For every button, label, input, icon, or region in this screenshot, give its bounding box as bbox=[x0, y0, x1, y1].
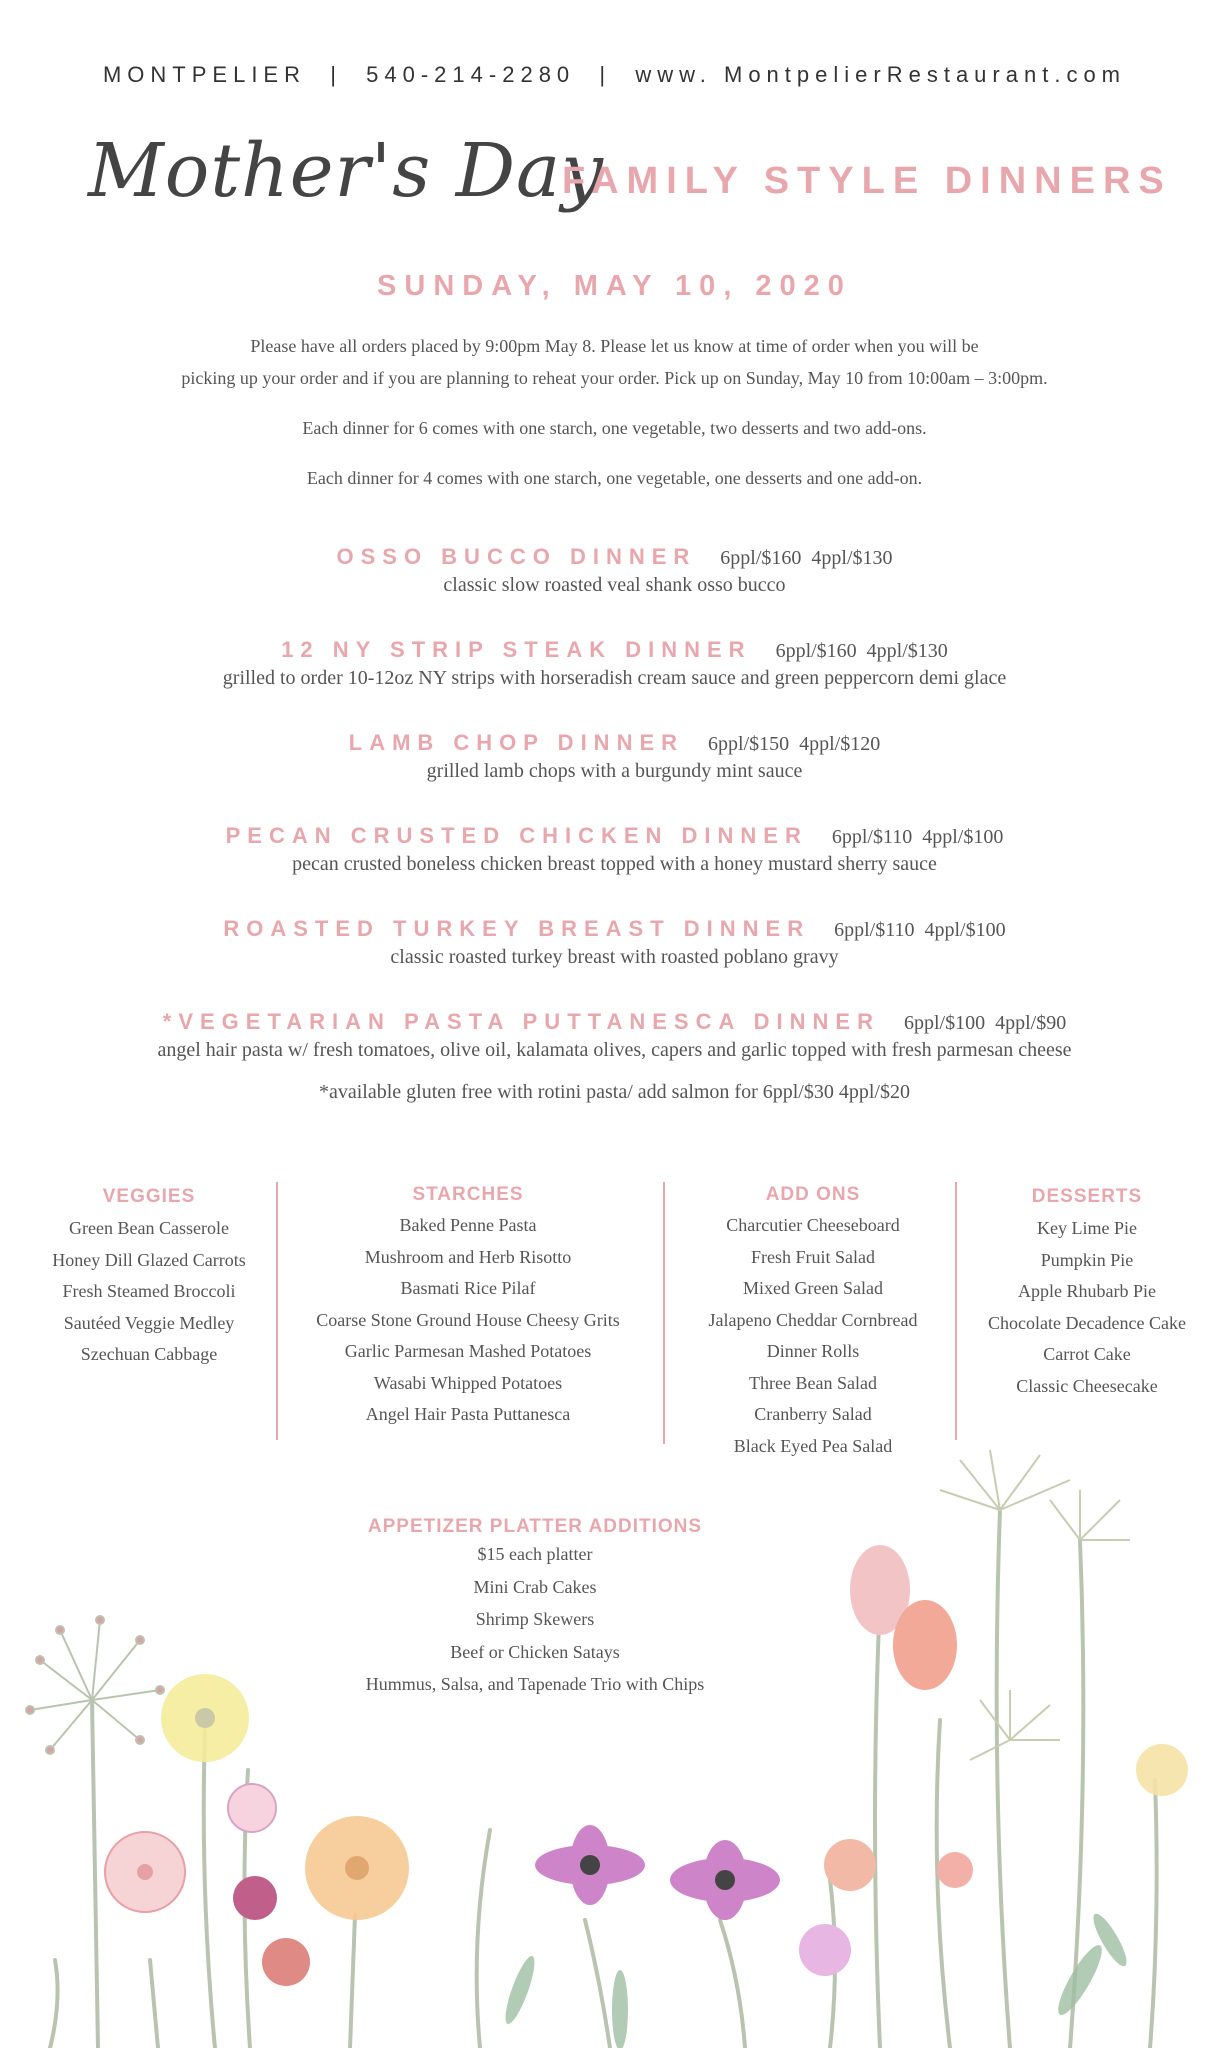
list-item: Pumpkin Pie bbox=[1040, 1249, 1134, 1270]
starches-title: STARCHES bbox=[412, 1184, 524, 1205]
dinner-title: 12 NY STRIP STEAK DINNER bbox=[281, 637, 752, 662]
list-item: Fresh Fruit Salad bbox=[751, 1246, 875, 1267]
dinner-description: pecan crusted boneless chicken breast topped with a honey mustard sherry sauce bbox=[292, 853, 937, 875]
dinner-item bbox=[0, 637, 1229, 663]
appetizer-title: APPETIZER PLATTER ADDITIONS bbox=[367, 1516, 703, 1537]
addons-title: ADD ONS bbox=[765, 1184, 861, 1205]
dinner-item bbox=[0, 916, 1229, 942]
column-divider bbox=[663, 1182, 665, 1444]
list-item: Chocolate Decadence Cake bbox=[988, 1312, 1186, 1333]
list-item: Fresh Steamed Broccoli bbox=[62, 1281, 236, 1301]
dinner-item bbox=[0, 823, 1229, 849]
dinner-price: 6ppl/$110 4ppl/$100 bbox=[834, 919, 1006, 941]
list-item: Beef or Chicken Satays bbox=[450, 1641, 620, 1662]
list-item: Apple Rhubarb Pie bbox=[1018, 1281, 1156, 1301]
dinner-price: 6ppl/$100 4ppl/$90 bbox=[903, 1012, 1067, 1034]
desserts-title: DESSERTS bbox=[1031, 1186, 1143, 1207]
mothers-day-script-title: Mother's Day bbox=[88, 128, 604, 214]
dinner-price: 6ppl/$160 4ppl/$130 bbox=[775, 640, 948, 662]
column-divider bbox=[276, 1182, 278, 1440]
dinner-description: angel hair pasta w/ fresh tomatoes, olive oil, kalamata olives, capers and garlic topped with fresh parmesan cheese bbox=[157, 1039, 1072, 1061]
list-item: Cranberry Salad bbox=[754, 1404, 872, 1424]
dinner-title: PECAN CRUSTED CHICKEN DINNER bbox=[225, 823, 808, 848]
list-item: Shrimp Skewers bbox=[475, 1609, 595, 1629]
dinner-item bbox=[0, 730, 1229, 756]
dinner-title: LAMB CHOP DINNER bbox=[348, 730, 685, 755]
list-item: Szechuan Cabbage bbox=[80, 1344, 218, 1364]
intro-text-line-1: Please have all orders placed by 9:00pm May 8. Please let us know at time of order when you will be bbox=[250, 336, 979, 356]
dinner-description: classic roasted turkey breast with roasted poblano gravy bbox=[390, 946, 839, 968]
appetizer-list bbox=[0, 1538, 1070, 1701]
dinner-description: grilled to order 10-12oz NY strips with horseradish cream sauce and green peppercorn demi glace bbox=[222, 667, 1007, 689]
veggies-list bbox=[10, 1213, 288, 1371]
list-item: Black Eyed Pea Salad bbox=[733, 1435, 893, 1456]
list-item: Carrot Cake bbox=[1043, 1344, 1131, 1364]
addons-list bbox=[668, 1210, 958, 1462]
dinner-item bbox=[0, 544, 1229, 570]
list-item: $15 each platter bbox=[477, 1544, 593, 1564]
list-item: Mixed Green Salad bbox=[743, 1278, 883, 1298]
list-item: Jalapeno Cheddar Cornbread bbox=[708, 1309, 918, 1330]
list-item: Coarse Stone Ground House Cheesy Grits bbox=[316, 1309, 620, 1330]
veggies-title: VEGGIES bbox=[102, 1186, 196, 1207]
list-item: Sautéed Veggie Medley bbox=[63, 1312, 235, 1333]
dinner-title: ROASTED TURKEY BREAST DINNER bbox=[223, 916, 811, 941]
dinner-item bbox=[0, 1009, 1229, 1035]
dinner-price: 6ppl/$160 4ppl/$130 bbox=[720, 547, 893, 569]
list-item: Classic Cheesecake bbox=[1016, 1375, 1158, 1396]
list-item: Angel Hair Pasta Puttanesca bbox=[365, 1404, 571, 1424]
list-item: Honey Dill Glazed Carrots bbox=[52, 1249, 246, 1270]
dinner-price: 6ppl/$150 4ppl/$120 bbox=[708, 733, 881, 755]
intro-text-line-4: Each dinner for 4 comes with one starch, one vegetable, one desserts and one add-on. bbox=[306, 468, 923, 488]
dinner-price: 6ppl/$110 4ppl/$100 bbox=[831, 826, 1004, 848]
dinner-description: classic slow roasted veal shank osso bucco bbox=[443, 574, 786, 596]
header-contact-line: MONTPELIER | 540-214-2280 | www. MontpelierRestaurant.com bbox=[102, 62, 1127, 87]
family-style-title: FAMILY STYLE DINNERS bbox=[562, 160, 1172, 202]
intro-text-line-2: picking up your order and if you are planning to reheat your order. Pick up on Sunday, May 10 from 10:00am – 3:00pm. bbox=[181, 368, 1048, 388]
dinner-title: OSSO BUCCO DINNER bbox=[336, 544, 697, 569]
list-item: Garlic Parmesan Mashed Potatoes bbox=[344, 1341, 592, 1361]
desserts-list bbox=[962, 1213, 1212, 1402]
list-item: Wasabi Whipped Potatoes bbox=[373, 1372, 563, 1393]
event-date: SUNDAY, MAY 10, 2020 bbox=[377, 270, 852, 302]
dinner-description: grilled lamb chops with a burgundy mint sauce bbox=[426, 760, 803, 782]
gluten-free-note: *available gluten free with rotini pasta/ add salmon for 6ppl/$30 4ppl/$20 bbox=[319, 1081, 910, 1103]
list-item: Green Bean Casserole bbox=[69, 1218, 229, 1238]
list-item: Charcutier Cheeseboard bbox=[726, 1215, 900, 1235]
list-item: Dinner Rolls bbox=[766, 1341, 860, 1361]
starches-list bbox=[282, 1210, 654, 1431]
list-item: Mushroom and Herb Risotto bbox=[364, 1246, 572, 1267]
list-item: Baked Penne Pasta bbox=[399, 1215, 537, 1235]
list-item: Three Bean Salad bbox=[749, 1372, 877, 1393]
column-divider bbox=[955, 1182, 957, 1440]
list-item: Key Lime Pie bbox=[1037, 1218, 1137, 1238]
list-item: Mini Crab Cakes bbox=[473, 1576, 597, 1597]
list-item: Hummus, Salsa, and Tapenade Trio with Chips bbox=[365, 1674, 705, 1694]
intro-text-line-3: Each dinner for 6 comes with one starch, one vegetable, two desserts and two add-ons. bbox=[302, 418, 927, 438]
list-item: Basmati Rice Pilaf bbox=[400, 1278, 536, 1298]
dinner-title: *VEGETARIAN PASTA PUTTANESCA DINNER bbox=[162, 1009, 880, 1034]
